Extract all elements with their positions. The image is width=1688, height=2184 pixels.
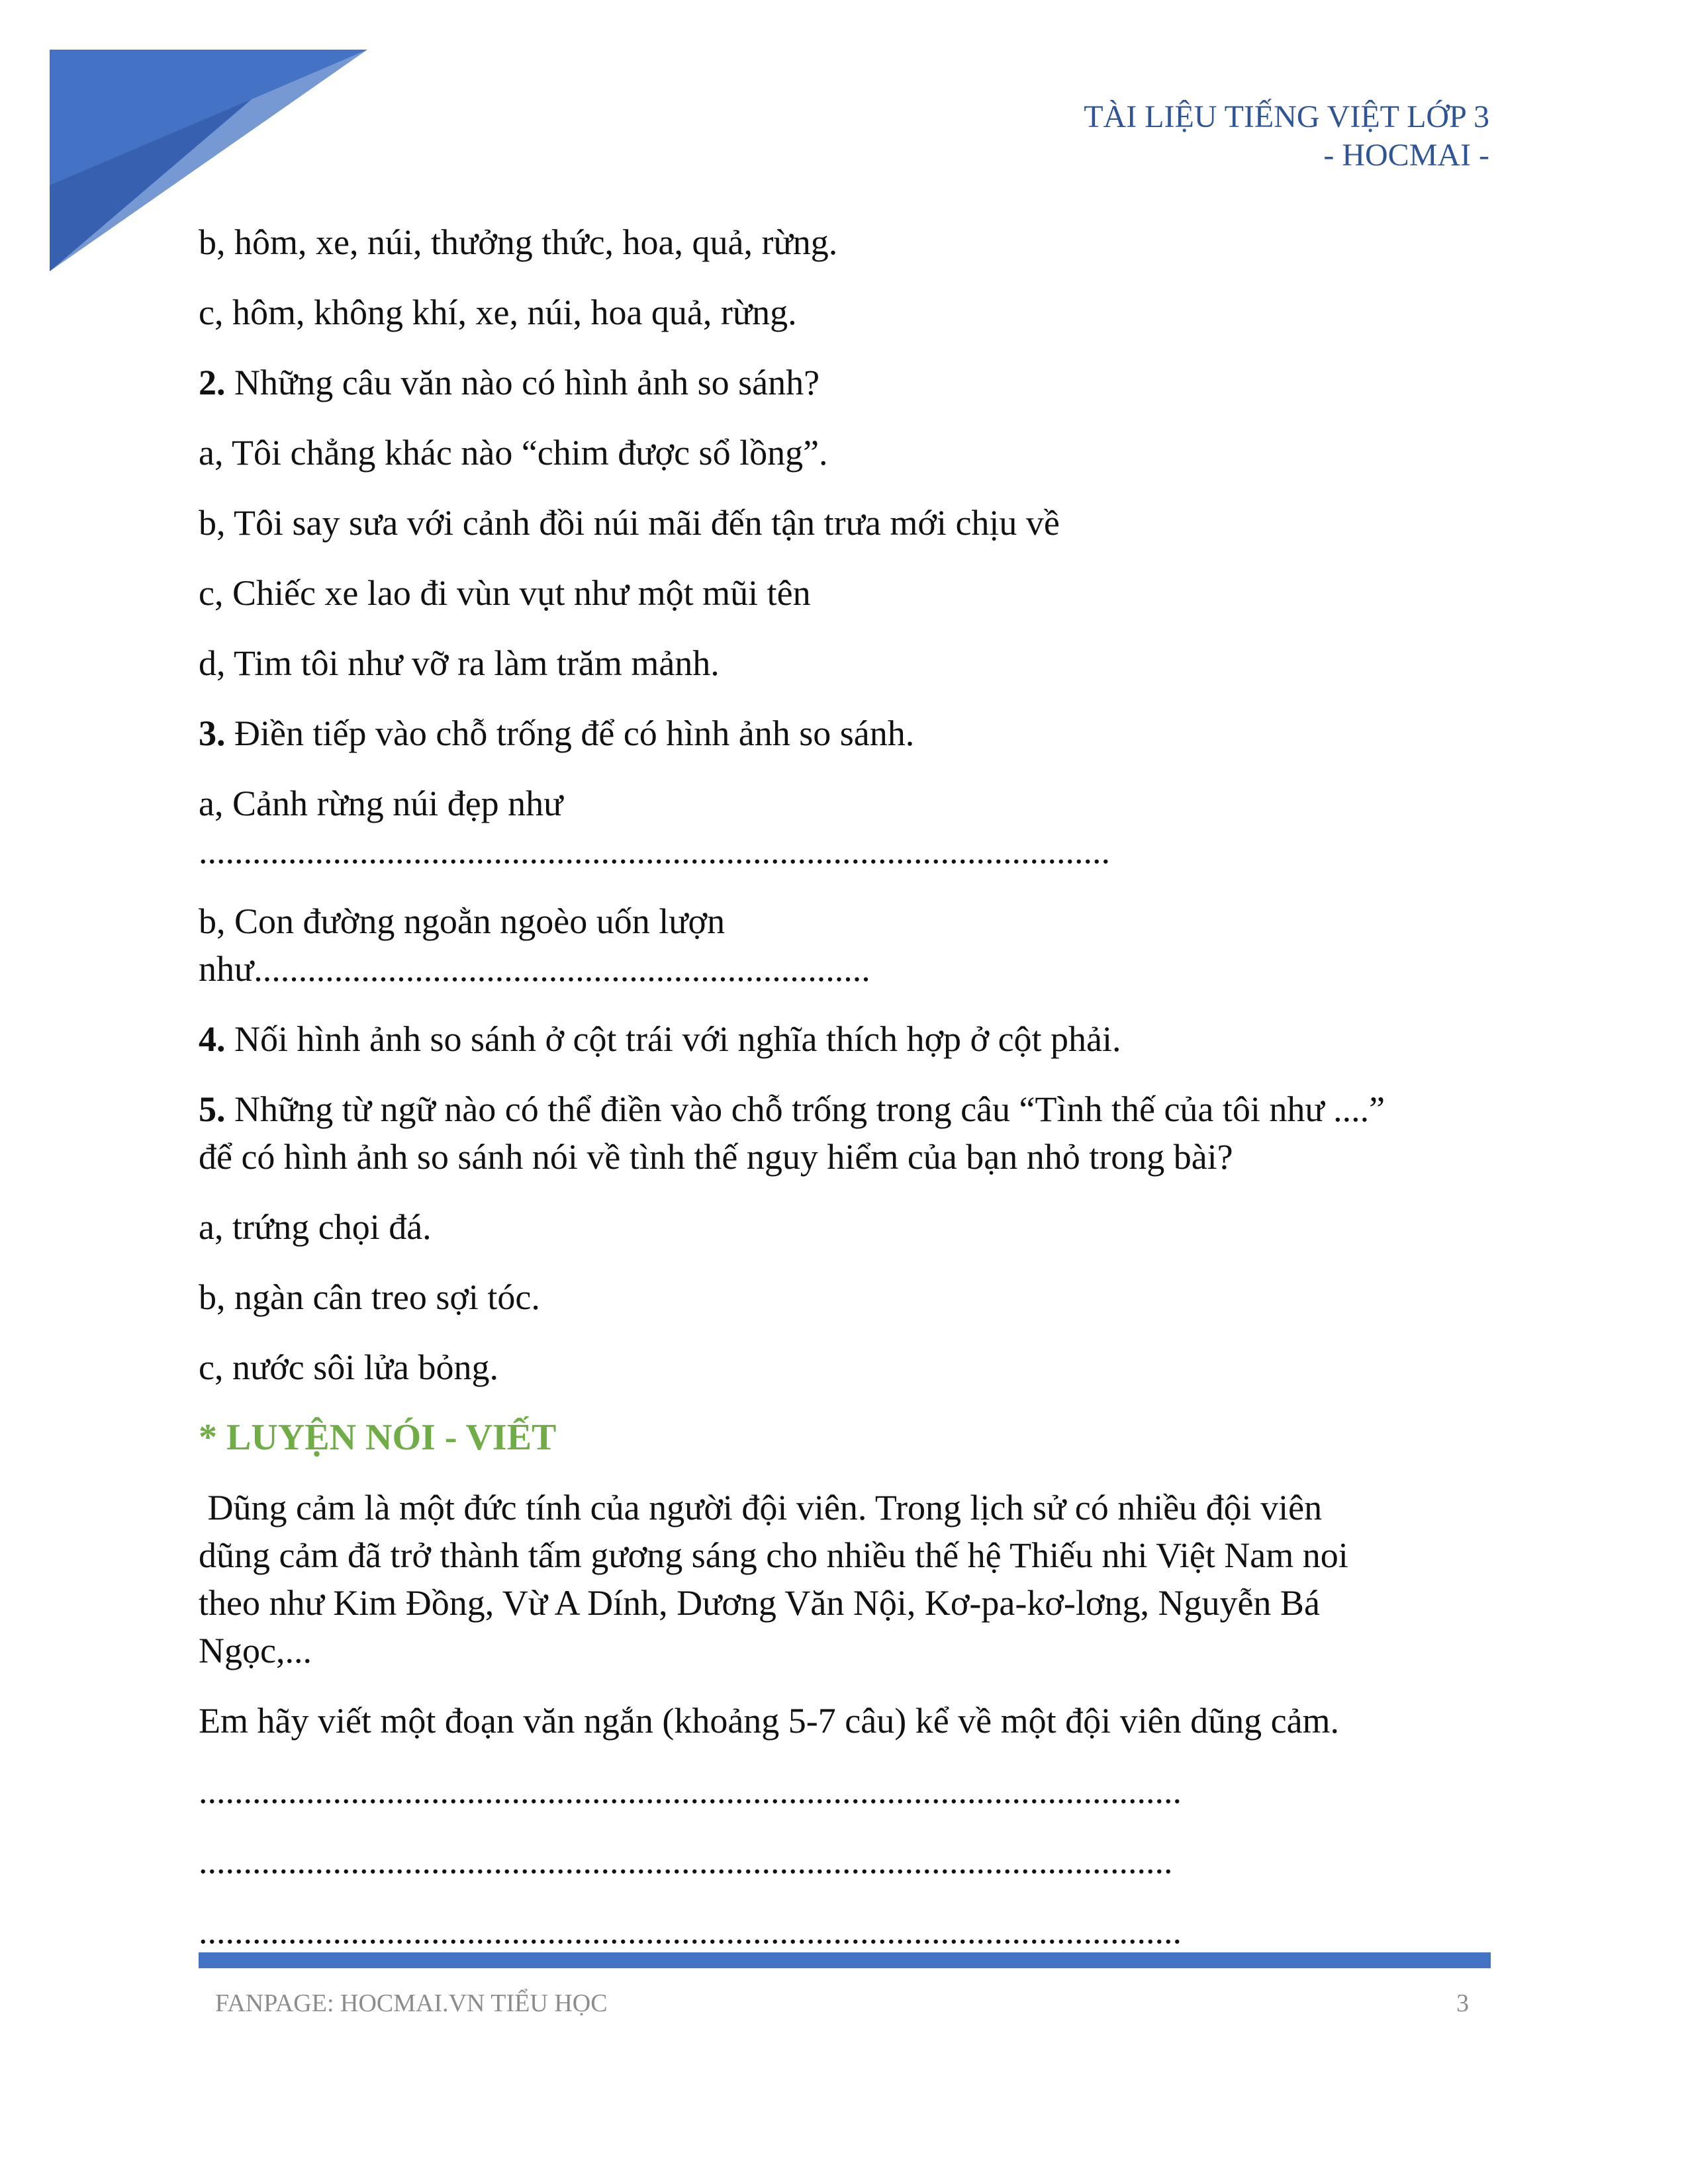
question-3 <box>199 709 1489 757</box>
q3-item-a: a, Cảnh rừng núi đẹp như <box>199 784 563 823</box>
question-4 <box>199 1015 1489 1063</box>
paragraph-line: dũng cảm đã trở thành tấm gương sáng cho nhiều thế hệ Thiếu nhi Việt Nam noi <box>199 1535 1348 1575</box>
question-text: Những từ ngữ nào có thể điền vào chỗ trống trong câu “Tình thế của tôi như ....” <box>225 1089 1385 1129</box>
paragraph-line: Dũng cảm là một đức tính của người đội viên. Trong lịch sử có nhiều đội viên <box>199 1488 1323 1527</box>
page-number: 3 <box>1456 1989 1469 2017</box>
intro-paragraph <box>199 1484 1489 1674</box>
question-2 <box>199 359 1489 406</box>
question-5 <box>199 1085 1489 1181</box>
q3-item-b: b, Con đường ngoằn ngoèo uốn lượn <box>199 901 726 941</box>
q2-option-c: c, Chiếc xe lao đi vùn vụt như một mũi tên <box>199 573 811 613</box>
header-subtitle: - HOCMAI - <box>1323 138 1489 173</box>
q5-option-c: c, nước sôi lửa bỏng. <box>199 1347 499 1387</box>
answer-line-2: ............................................................................................................. <box>199 1841 1173 1881</box>
q3-answer-line-b: như..................................................................... <box>199 949 870 989</box>
paragraph-line: theo như Kim Đồng, Vừ A Dính, Dương Văn Nội, Kơ-pa-kơ-lơng, Nguyễn Bá <box>199 1583 1320 1623</box>
q2-option-a: a, Tôi chẳng khác nào “chim được sổ lồng”. <box>199 433 828 473</box>
footer-fanpage: FANPAGE: HOCMAI.VN TIỂU HỌC <box>215 1989 608 2017</box>
question-text: Nối hình ảnh so sánh ở cột trái với nghĩa thích hợp ở cột phải. <box>225 1019 1121 1059</box>
q1-option-c: c, hôm, không khí, xe, núi, hoa quả, rừng. <box>199 293 797 332</box>
question-text-continued: để có hình ảnh so sánh nói về tình thế nguy hiểm của bạn nhỏ trong bài? <box>199 1137 1233 1177</box>
header-title: TÀI LIỆU TIẾNG VIỆT LỚP 3 <box>1084 99 1489 134</box>
q3-answer-line-a: ...................................................................................................... <box>199 831 1110 871</box>
answer-line-3: .............................................................................................................. <box>199 1911 1182 1951</box>
section-heading: * LUYỆN NÓI - VIẾT <box>199 1417 557 1458</box>
answer-line-1: .............................................................................................................. <box>199 1771 1182 1811</box>
question-number: 4. <box>199 1019 226 1059</box>
document-body <box>199 218 1489 1955</box>
page-header <box>1084 98 1489 175</box>
q2-option-d: d, Tim tôi như vỡ ra làm trăm mảnh. <box>199 643 720 683</box>
question-text: Điền tiếp vào chỗ trống để có hình ảnh so sánh. <box>225 713 915 753</box>
question-text: Những câu văn nào có hình ảnh so sánh? <box>225 363 820 402</box>
question-number: 2. <box>199 363 226 402</box>
footer-rule <box>199 1952 1491 1968</box>
q2-option-b: b, Tôi say sưa với cảnh đồi núi mãi đến tận trưa mới chịu về <box>199 503 1060 543</box>
question-number: 3. <box>199 713 226 753</box>
q1-option-b: b, hôm, xe, núi, thưởng thức, hoa, quả, rừng. <box>199 222 838 262</box>
question-number: 5. <box>199 1089 226 1129</box>
q5-option-b: b, ngàn cân treo sợi tóc. <box>199 1277 540 1317</box>
writing-task: Em hãy viết một đoạn văn ngắn (khoảng 5-7 câu) kể về một đội viên dũng cảm. <box>199 1701 1340 1741</box>
paragraph-line: Ngọc,... <box>199 1631 312 1670</box>
q5-option-a: a, trứng chọi đá. <box>199 1207 432 1247</box>
